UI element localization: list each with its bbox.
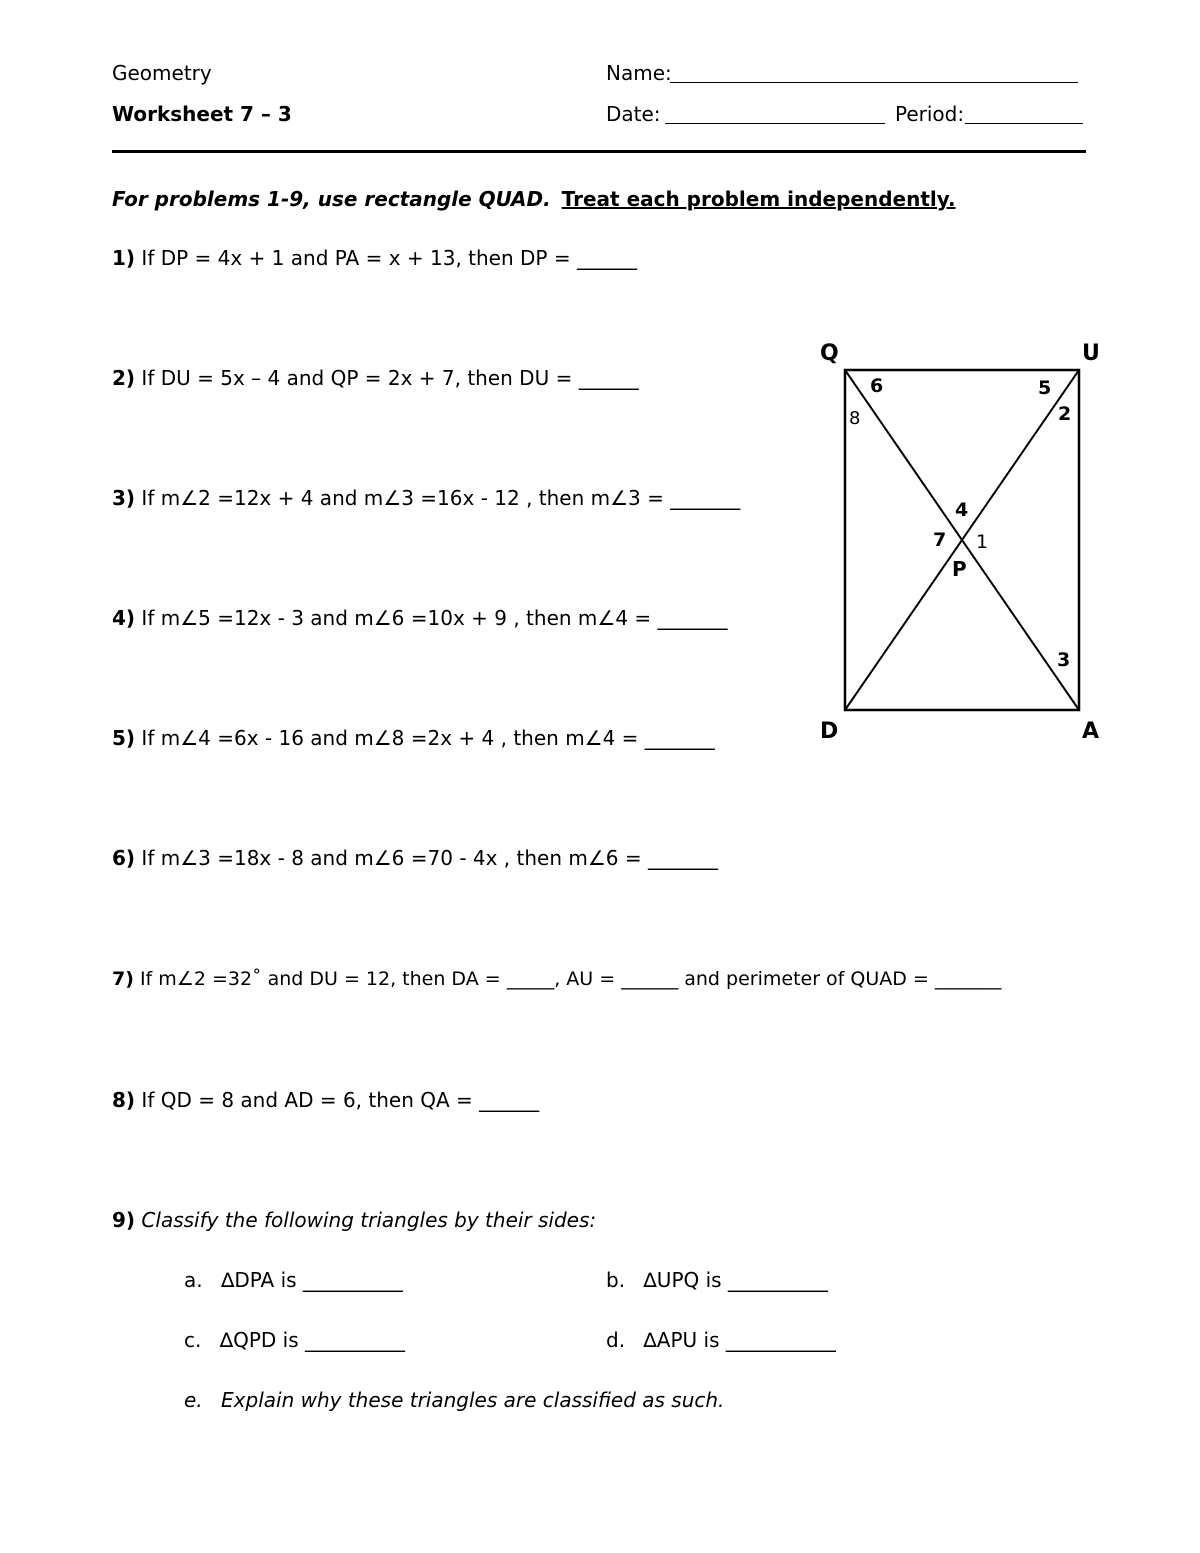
period-field[interactable]: [965, 105, 1083, 124]
name-field[interactable]: [670, 64, 1078, 83]
date-label: Date:: [606, 102, 661, 126]
period-label: Period:: [895, 102, 965, 126]
problem-5: [112, 726, 715, 750]
problem-number: 7): [112, 968, 134, 990]
problem-number: 5): [112, 726, 136, 750]
subpart-c: [184, 1328, 405, 1352]
problem-number: 6): [112, 846, 136, 870]
problem-7: [112, 968, 1001, 990]
subpart-b: [606, 1268, 828, 1292]
rectangle-quad-diagram: [810, 330, 1110, 750]
angle-4-label: 4: [955, 499, 969, 521]
problem-number: 4): [112, 606, 136, 630]
vertex-q-label: Q: [820, 341, 839, 366]
vertex-a-label: A: [1082, 719, 1100, 744]
problem-4: [112, 606, 728, 630]
vertex-d-label: D: [820, 719, 839, 744]
subpart-text: ∆UPQ is __________: [643, 1268, 828, 1292]
subpart-e: [184, 1388, 724, 1412]
subpart-a: [184, 1268, 403, 1292]
instructions-lead: For problems 1-9, use rectangle QUAD.: [112, 187, 551, 211]
subpart-label: d.: [606, 1328, 626, 1352]
subpart-text: ∆APU is ___________: [643, 1328, 836, 1352]
problem-6: [112, 846, 718, 870]
angle-2-label: 2: [1058, 403, 1072, 425]
problem-text: Classify the following triangles by their sides:: [141, 1208, 597, 1232]
problem-text: If DU = 5x – 4 and QP = 2x + 7, then DU = ______: [141, 366, 639, 390]
problem-text: If m∠2 =12x + 4 and m∠3 =16x - 12 , then m∠3 = _______: [141, 486, 741, 510]
problem-text: If m∠3 =18x - 8 and m∠6 =70 - 4x , then m∠6 = _______: [141, 846, 718, 870]
problem-number: 2): [112, 366, 136, 390]
problem-text: If m∠2 =32˚ and DU = 12, then DA = _____, AU = ______ and perimeter of QUAD = _______: [139, 968, 1002, 990]
vertex-u-label: U: [1082, 341, 1100, 366]
instructions: [112, 187, 956, 211]
problem-number: 9): [112, 1208, 136, 1232]
subpart-text: ∆DPA is __________: [220, 1268, 403, 1292]
problem-3: [112, 486, 740, 510]
date-field[interactable]: [665, 105, 885, 124]
center-p-label: P: [952, 557, 967, 581]
angle-5-label: 5: [1038, 377, 1052, 399]
subject-label: Geometry: [112, 61, 212, 85]
problem-number: 8): [112, 1088, 136, 1112]
subpart-label: b.: [606, 1268, 626, 1292]
angle-6-label: 6: [870, 375, 884, 397]
instructions-underlined: Treat each problem independently.: [561, 187, 956, 211]
problem-text: If QD = 8 and AD = 6, then QA = ______: [141, 1088, 540, 1112]
name-label: Name:: [606, 61, 672, 85]
problem-number: 1): [112, 246, 136, 270]
problem-text: If DP = 4x + 1 and PA = x + 13, then DP = ______: [141, 246, 637, 270]
problem-number: 3): [112, 486, 136, 510]
problem-9: [112, 1208, 596, 1232]
problem-2: [112, 366, 639, 390]
angle-8-label: 8: [849, 408, 861, 429]
header-divider: [112, 150, 1086, 153]
subpart-label: a.: [184, 1268, 203, 1292]
angle-7-label: 7: [933, 529, 947, 551]
problem-text: If m∠5 =12x - 3 and m∠6 =10x + 9 , then m∠4 = _______: [141, 606, 728, 630]
problem-1: [112, 246, 637, 270]
angle-1-label: 1: [976, 531, 989, 553]
subpart-d: [606, 1328, 836, 1352]
subpart-text: Explain why these triangles are classified as such.: [221, 1388, 725, 1412]
problem-text: If m∠4 =6x - 16 and m∠8 =2x + 4 , then m∠4 = _______: [141, 726, 715, 750]
subpart-label: e.: [184, 1388, 203, 1412]
subpart-text: ∆QPD is __________: [219, 1328, 405, 1352]
angle-3-label: 3: [1057, 649, 1071, 671]
subpart-label: c.: [184, 1328, 202, 1352]
worksheet-title: Worksheet 7 – 3: [112, 102, 292, 126]
problem-8: [112, 1088, 539, 1112]
